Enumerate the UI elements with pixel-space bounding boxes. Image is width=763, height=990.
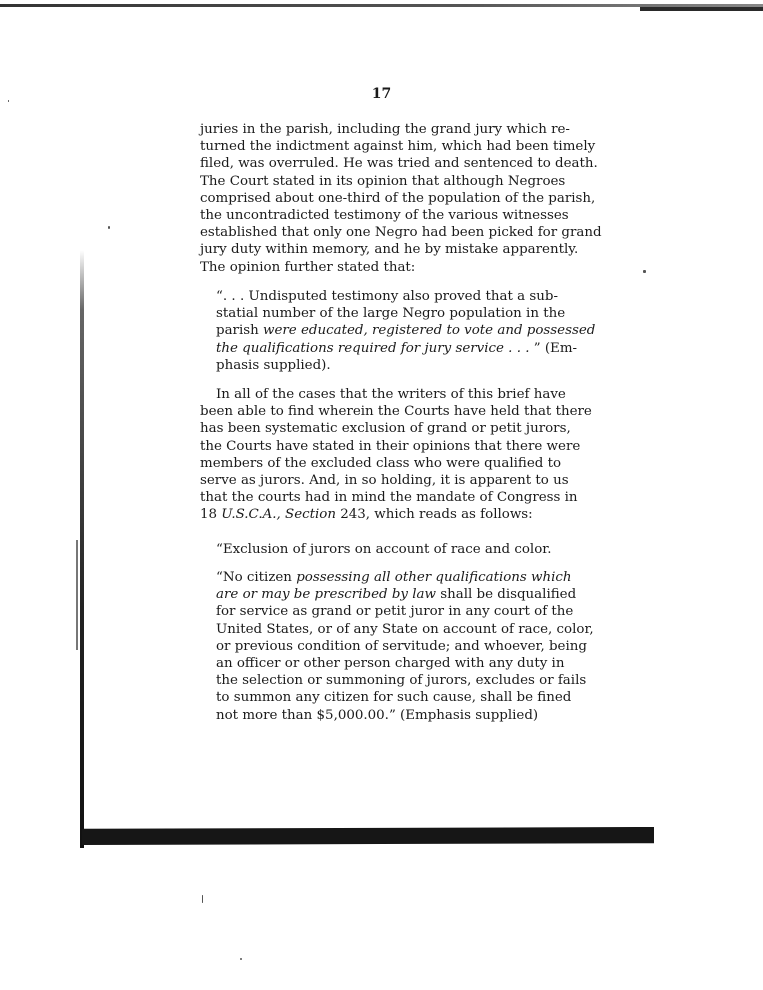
paragraph-2-line: that the courts had in mind the mandate of Congress in — [200, 490, 578, 506]
paragraph-1-line: comprised about one-third of the population of the parish, — [200, 190, 596, 206]
block-quote-3 — [216, 569, 594, 724]
quote-1-line: statial number of the large Negro population in the — [216, 306, 566, 322]
citation-text: 243, which reads as follows: — [335, 507, 533, 523]
paragraph-1-line: The Court stated in its opinion that although Negroes — [200, 173, 566, 189]
scan-left-edge — [80, 250, 84, 848]
quote-3-emphasis: possessing all other qualifications which — [296, 570, 572, 585]
paragraph-1-line: filed, was overruled. He was tried and sentenced to death. — [200, 156, 598, 172]
paragraph-2-line: members of the excluded class who were qualified to — [200, 455, 562, 471]
scan-bottom-rule — [82, 827, 654, 845]
scan-speck — [643, 270, 646, 273]
paragraph-2-line: the Courts have stated in their opinions that there were — [200, 438, 581, 454]
block-quote-1 — [216, 288, 596, 374]
paragraph-1-line: the uncontradicted testimony of the various witnesses — [200, 208, 569, 224]
quote-1-line — [216, 340, 578, 357]
quote-1-emphasis: the qualifications required for jury service . . . — [216, 340, 530, 356]
paragraph-2-line: In all of the cases that the writers of this brief have — [216, 387, 566, 402]
scan-speck — [202, 895, 203, 903]
paragraph-1-line: turned the indictment against him, which had been timely — [200, 139, 596, 155]
paragraph-2-citation-line — [200, 506, 558, 523]
quote-1-text: parish — [216, 323, 263, 339]
paragraph-2-line: been able to find wherein the Courts have held that there — [200, 404, 592, 420]
quote-3-line: for service as grand or petit juror in any court of the — [216, 604, 574, 620]
quote-3-line: United States, or of any State on account of race, color, — [216, 621, 594, 637]
citation-emphasis: U.S.C.A., Section — [221, 507, 336, 523]
scan-left-edge-mark — [76, 540, 78, 650]
quote-3-line: or previous condition of servitude; and whoever, being — [216, 638, 587, 654]
citation-text: 18 — [200, 507, 222, 523]
quote-3-line — [216, 586, 577, 603]
paragraph-1-line: jury duty within memory, and he by mistake apparently. — [200, 242, 579, 258]
scan-top-rule-dark — [640, 7, 763, 11]
quote-3-text: “No citizen — [216, 570, 297, 585]
paragraph-1 — [200, 121, 602, 276]
paragraph-1-line: The opinion further stated that: — [200, 259, 416, 275]
scan-speck — [240, 958, 242, 960]
quote-3-line — [216, 569, 572, 586]
paragraph-1-line: juries in the parish, including the grand jury which re- — [200, 122, 570, 137]
quote-3-emphasis: are or may be prescribed by law — [216, 587, 436, 603]
paragraph-1-line: established that only one Negro had been picked for grand — [200, 225, 602, 241]
block-quote-2 — [216, 541, 558, 558]
quote-3-line: to summon any citizen for such cause, shall be fined — [216, 690, 572, 706]
quote-1-line: phasis supplied). — [216, 357, 331, 373]
quote-2-line: “Exclusion of jurors on account of race and color. — [216, 542, 552, 557]
quote-3-line: an officer or other person charged with any duty in — [216, 656, 565, 672]
paragraph-2 — [200, 386, 592, 524]
quote-3-line: the selection or summoning of jurors, excludes or fails — [216, 673, 587, 689]
quote-1-line — [216, 322, 596, 339]
quote-1-line: “. . . Undisputed testimony also proved that a sub- — [216, 289, 558, 304]
paragraph-2-line: has been systematic exclusion of grand or petit jurors, — [200, 421, 571, 437]
scan-speck — [108, 226, 110, 229]
quote-3-line: not more than $5,000.00.” (Emphasis supplied) — [216, 707, 539, 723]
page-number: 17 — [371, 86, 392, 102]
paragraph-2-line: serve as jurors. And, in so holding, it is apparent to us — [200, 473, 569, 489]
quote-1-text: ” (Em- — [529, 340, 578, 356]
quote-1-emphasis: were educated, registered to vote and possessed — [263, 323, 596, 339]
quote-3-text: shall be disqualified — [435, 587, 577, 603]
